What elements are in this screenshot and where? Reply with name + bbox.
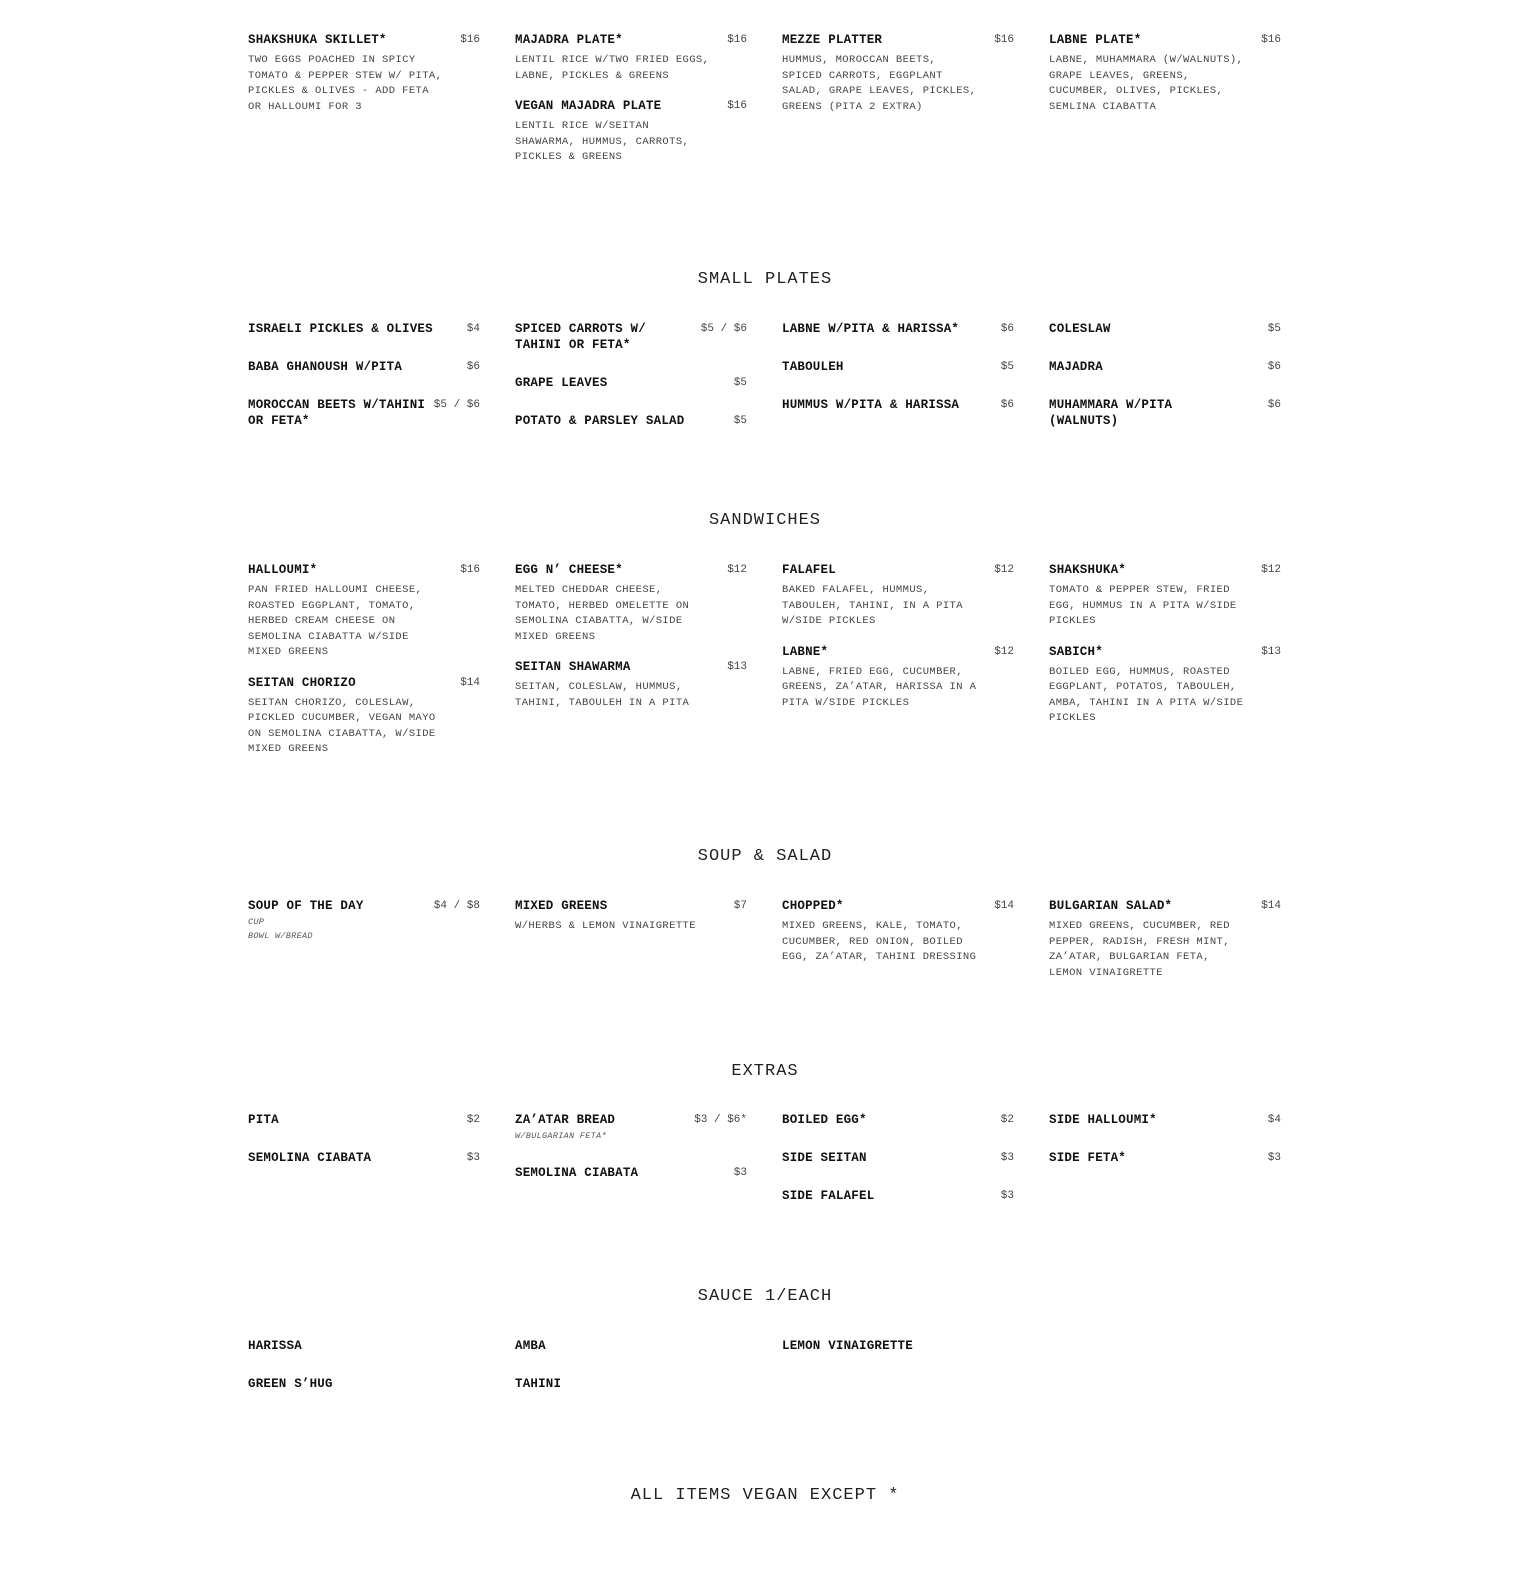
menu-item [782, 898, 1014, 966]
menu-item-price: $6 [1267, 361, 1281, 373]
menu-item-description: LABNE, FRIED EGG, CUCUMBER, GREENS, ZA’ATAR, HARISSA IN A PITA W/SIDE PICKLES [782, 665, 977, 709]
menu-item-header [248, 359, 480, 375]
menu-item-name: ISRAELI PICKLES & OLIVES [248, 322, 433, 336]
menu-item [515, 32, 747, 84]
section-title-sauce: SAUCE 1/EACH [697, 1287, 833, 1306]
menu-column [1049, 32, 1281, 180]
menu-item-description: PAN FRIED HALLOUMI CHEESE, ROASTED EGGPLANT, TOMATO, HERBED CREAM CHEESE ON SEMOLINA CIABATTA W/SIDE MIXED GREENS [248, 584, 423, 658]
menu-item-price: $5 / $6 [433, 399, 480, 411]
menu-column [515, 898, 747, 995]
menu-item [515, 1376, 747, 1392]
menu-item-name: SABICH* [1049, 644, 1103, 659]
menu-column [515, 1338, 747, 1414]
menu-item-header [248, 321, 480, 337]
menu-item-header [515, 375, 747, 391]
menu-item-name: SPICED CARROTS W/ TAHINI OR FETA* [515, 322, 646, 352]
menu-item [515, 1165, 747, 1181]
menu-item [515, 413, 747, 429]
menu-item-price: $12 [727, 564, 747, 576]
breakfast-grid [248, 32, 1282, 180]
menu-item-price: $3 [466, 1152, 480, 1164]
menu-item [248, 1376, 480, 1392]
section-title-extras: EXTRAS [731, 1062, 799, 1081]
menu-item-header [248, 1338, 480, 1354]
menu-item-description: SEITAN, COLESLAW, HUMMUS, TAHINI, TABOULEH IN A PITA [515, 681, 690, 709]
menu-column [1049, 562, 1281, 772]
menu-item-price: $12 [994, 564, 1014, 576]
sauce-grid [248, 1338, 1282, 1414]
menu-item-name: ZA’ATAR BREAD [515, 1113, 616, 1127]
menu-item-name: EGG N’ CHEESE* [515, 563, 623, 577]
menu-item-price: $5 [1000, 361, 1014, 373]
vegan-footnote: ALL ITEMS VEGAN EXCEPT * [630, 1486, 900, 1505]
menu-item [1049, 562, 1281, 630]
menu-item-description: LABNE, MUHAMMARA (W/WALNUTS), GRAPE LEAVES, GREENS, CUCUMBER, OLIVES, PICKLES, SEMLINA CIABATTA [1049, 54, 1244, 113]
menu-column [782, 1112, 1014, 1226]
menu-item-header [1049, 1150, 1281, 1166]
sandwiches-grid [248, 562, 1282, 772]
menu-item-price: $6 [466, 361, 480, 373]
menu-item-price: $5 [733, 377, 747, 389]
menu-item-price: $5 [1267, 323, 1281, 335]
menu-item [248, 32, 480, 115]
menu-item [782, 1112, 1014, 1128]
menu-item [248, 898, 480, 943]
extras-grid [248, 1112, 1282, 1226]
menu-column [248, 1112, 480, 1226]
menu-item [515, 1338, 747, 1354]
menu-item-price: $6 [1000, 323, 1014, 335]
menu-item-price: $12 [1261, 564, 1281, 576]
menu-item-header [515, 1112, 747, 1128]
menu-item-header [1049, 321, 1281, 337]
menu-item [1049, 1150, 1281, 1166]
menu-item-name: HARISSA [248, 1339, 302, 1353]
menu-item-name: MAJADRA PLATE* [515, 33, 623, 47]
menu-item-price: $2 [466, 1114, 480, 1126]
menu-item [782, 321, 1014, 337]
menu-item-name: SIDE HALLOUMI* [1049, 1113, 1157, 1127]
menu-item-header [248, 675, 480, 691]
menu-item-name: MUHAMMARA W/PITA (WALNUTS) [1049, 398, 1173, 428]
menu-column [782, 898, 1014, 995]
menu-item-header [515, 659, 747, 675]
menu-item [515, 321, 747, 353]
menu-item-name: AMBA [515, 1339, 546, 1353]
menu-item-name: SEITAN CHORIZO [248, 675, 356, 690]
menu-item-name: CHOPPED* [782, 899, 844, 913]
menu-item [248, 397, 480, 429]
menu-item [248, 1338, 480, 1354]
menu-item-price: $16 [994, 34, 1014, 46]
menu-item-header [515, 98, 747, 114]
menu-item-description: TOMATO & PEPPER STEW, FRIED EGG, HUMMUS IN A PITA W/SIDE PICKLES [1049, 584, 1237, 627]
menu-item [782, 1188, 1014, 1204]
menu-item-name: MEZZE PLATTER [782, 33, 883, 47]
menu-item-header [782, 1150, 1014, 1166]
menu-item-description: MIXED GREENS, KALE, TOMATO, CUCUMBER, RED ONION, BOILED EGG, ZA’ATAR, TAHINI DRESSING [782, 920, 977, 963]
small-plates-grid [248, 321, 1282, 451]
menu-column [782, 562, 1014, 772]
menu-item-header [782, 562, 1014, 578]
menu-item-name: SOUP OF THE DAY [248, 899, 364, 913]
menu-item [782, 359, 1014, 375]
menu-item-price: $13 [1261, 645, 1281, 658]
menu-item [1049, 397, 1281, 429]
menu-item-header [515, 1376, 747, 1392]
menu-item-header [782, 898, 1014, 914]
menu-item-description: SEITAN CHORIZO, COLESLAW, PICKLED CUCUMBER, VEGAN MAYO ON SEMOLINA CIABATTA, W/SIDE MIXED GREENS [248, 696, 436, 755]
menu-item [248, 1150, 480, 1166]
menu-item [782, 1338, 1014, 1354]
menu-item-price: $6 [1267, 399, 1281, 411]
menu-item-description: MIXED GREENS, CUCUMBER, RED PEPPER, RADISH, FRESH MINT, ZA’ATAR, BULGARIAN FETA, LEMON VINAIGRETTE [1049, 920, 1230, 979]
menu-item [782, 32, 1014, 115]
menu-item-header [1049, 359, 1281, 375]
menu-item-description: HUMMUS, MOROCCAN BEETS, SPICED CARROTS, EGGPLANT SALAD, GRAPE LEAVES, PICKLES, GREENS (PITA 2 EXTRA) [782, 54, 977, 113]
menu-item-price: $3 [1000, 1190, 1014, 1202]
menu-item-header [248, 898, 480, 914]
menu-item-header [782, 644, 1014, 660]
menu-item-price: $13 [727, 661, 747, 673]
menu-item [1049, 32, 1281, 115]
menu-item-header [1049, 644, 1281, 660]
menu-column [515, 562, 747, 772]
menu-item-name: MOROCCAN BEETS W/TAHINI OR FETA* [248, 398, 426, 428]
menu-item-name: LABNE PLATE* [1049, 33, 1142, 47]
menu-item-price: $14 [1261, 900, 1281, 912]
menu-item [1049, 1112, 1281, 1128]
menu-item-header [248, 1150, 480, 1166]
section-title-soup-salad: SOUP & SALAD [697, 847, 833, 866]
menu-item [782, 644, 1014, 712]
menu-column [248, 321, 480, 451]
menu-item-header [782, 1338, 1014, 1354]
menu-item-price: $16 [460, 34, 480, 46]
menu-item-price: $12 [994, 645, 1014, 658]
menu-column [248, 32, 480, 180]
menu-item-header [248, 1376, 480, 1392]
menu-item-header [515, 898, 747, 914]
menu-item-header [782, 321, 1014, 337]
menu-item [515, 98, 747, 166]
menu-item-name: COLESLAW [1049, 322, 1111, 336]
menu-item-price: $14 [994, 900, 1014, 912]
menu-item-price: $3 [1000, 1152, 1014, 1164]
menu-item-name: HUMMUS W/PITA & HARISSA [782, 398, 960, 412]
menu-item-name: VEGAN MAJADRA PLATE [515, 99, 662, 113]
section-title-small-plates: SMALL PLATES [697, 270, 833, 289]
menu-item [782, 397, 1014, 413]
menu-column [248, 562, 480, 772]
menu-item-name: SIDE FALAFEL [782, 1189, 875, 1203]
menu-item-price: $4 / $8 [433, 900, 480, 912]
menu-item-price: $3 [1267, 1152, 1281, 1164]
menu-item-name: TABOULEH [782, 360, 844, 374]
menu-item-header [515, 32, 747, 48]
menu-item-header [782, 32, 1014, 48]
menu-item-price: $14 [460, 676, 480, 689]
menu-item-price: $2 [1000, 1114, 1014, 1126]
menu-item-header [1049, 397, 1281, 429]
menu-item-name: HALLOUMI* [248, 563, 318, 577]
menu-item-name: GREEN S’HUG [248, 1377, 333, 1391]
menu-column [1049, 1112, 1281, 1226]
menu-item-name: BULGARIAN SALAD* [1049, 899, 1173, 913]
menu-column [782, 321, 1014, 451]
menu-item [248, 359, 480, 375]
menu-item [515, 375, 747, 391]
menu-column [1049, 321, 1281, 451]
menu-item-name: SEITAN SHAWARMA [515, 660, 631, 674]
menu-item [248, 675, 480, 758]
menu-item-price: $16 [1261, 34, 1281, 46]
menu-item-header [782, 1112, 1014, 1128]
menu-item [1049, 321, 1281, 337]
menu-item [515, 659, 747, 711]
menu-item-name: SEMOLINA CIABATA [248, 1151, 372, 1165]
menu-item-name: PITA [248, 1113, 279, 1127]
menu-item-header [248, 562, 480, 578]
menu-item-header [1049, 1112, 1281, 1128]
menu-item-header [1049, 562, 1281, 578]
menu-item-header [515, 1338, 747, 1354]
menu-item-name: LEMON VINAIGRETTE [782, 1339, 913, 1353]
menu-item [1049, 644, 1281, 727]
menu-item-header [515, 562, 747, 578]
menu-item-name: FALAFEL [782, 563, 836, 577]
menu-item-header [1049, 898, 1281, 914]
menu-item-note: CUP [248, 917, 265, 927]
menu-item-name: TAHINI [515, 1377, 562, 1391]
menu-item-price: $16 [727, 100, 747, 112]
menu-item-price: $3 / $6* [694, 1114, 747, 1126]
menu-item-header [515, 413, 747, 429]
menu-item-name: LABNE* [782, 644, 829, 659]
menu-item-name: SHAKSHUKA* [1049, 563, 1127, 577]
menu-item-description: LENTIL RICE W/SEITAN SHAWARMA, HUMMUS, CARROTS, PICKLES & GREENS [515, 120, 690, 163]
menu-item-header [782, 397, 1014, 413]
menu-item-name: GRAPE LEAVES [515, 376, 608, 390]
menu-item-name: MIXED GREENS [515, 899, 608, 913]
menu-item-price: $6 [1000, 399, 1014, 411]
menu-column [782, 1338, 1014, 1414]
menu-item-price: $5 / $6 [700, 323, 747, 335]
menu-item-header [515, 321, 747, 353]
menu-item-note: W/BULGARIAN FETA* [515, 1131, 607, 1141]
menu-item-price: $16 [727, 34, 747, 46]
menu-item-description: LENTIL RICE W/TWO FRIED EGGS, LABNE, PICKLES & GREENS [515, 54, 710, 82]
menu-item-name: BABA GHANOUSH W/PITA [248, 360, 403, 374]
menu-item-description: MELTED CHEDDAR CHEESE, TOMATO, HERBED OMELETTE ON SEMOLINA CIABATTA, W/SIDE MIXED GREENS [515, 584, 690, 643]
menu-column [248, 898, 480, 995]
menu-item-price: $16 [460, 564, 480, 576]
menu-item [1049, 359, 1281, 375]
menu-item-header [248, 32, 480, 48]
menu-item [782, 1150, 1014, 1166]
menu-item-description: W/HERBS & LEMON VINAIGRETTE [515, 920, 696, 932]
menu-item-header [782, 359, 1014, 375]
menu-item-name: POTATO & PARSLEY SALAD [515, 414, 685, 428]
menu-item-name: MAJADRA [1049, 360, 1103, 374]
menu-item-description: BOILED EGG, HUMMUS, ROASTED EGGPLANT, POTATOS, TABOULEH, AMBA, TAHINI IN A PITA W/SIDE PICKLES [1049, 665, 1244, 724]
menu-item-name: SIDE FETA* [1049, 1151, 1127, 1165]
soup-salad-grid [248, 898, 1282, 995]
menu-item-name: LABNE W/PITA & HARISSA* [782, 322, 960, 336]
menu-item-note: BOWL W/BREAD [248, 931, 313, 941]
menu-item-description: BAKED FALAFEL, HUMMUS, TABOULEH, TAHINI, IN A PITA W/SIDE PICKLES [782, 584, 963, 627]
menu-item [248, 1112, 480, 1128]
menu-item-header [782, 1188, 1014, 1204]
menu-item [515, 898, 747, 935]
menu-item [515, 562, 747, 645]
menu-item [515, 1112, 747, 1143]
menu-item-header [248, 1112, 480, 1128]
menu-item-header [515, 1165, 747, 1181]
menu-column [782, 32, 1014, 180]
menu-item [248, 562, 480, 661]
menu-item-price: $5 [733, 415, 747, 427]
menu-item-description: TWO EGGS POACHED IN SPICY TOMATO & PEPPER STEW W/ PITA, PICKLES & OLIVES - ADD FETA OR HALLOUMI FOR 3 [248, 54, 443, 113]
section-title-sandwiches: SANDWICHES [708, 511, 822, 530]
menu-item-name: SIDE SEITAN [782, 1151, 867, 1165]
menu-item [782, 562, 1014, 630]
menu-item-name: SEMOLINA CIABATA [515, 1166, 639, 1180]
menu-item-header [1049, 32, 1281, 48]
menu-column [515, 1112, 747, 1226]
menu-column [248, 1338, 480, 1414]
menu-item-name: SHAKSHUKA SKILLET* [248, 33, 387, 47]
menu-item-name: BOILED EGG* [782, 1113, 867, 1127]
menu-column [1049, 898, 1281, 995]
menu-item-price: $7 [733, 900, 747, 912]
menu-column [1049, 1338, 1281, 1414]
menu-item-header [248, 397, 480, 429]
menu-item-price: $4 [466, 323, 480, 335]
menu-column [515, 32, 747, 180]
menu-item [248, 321, 480, 337]
menu-item-price: $3 [733, 1167, 747, 1179]
menu-column [515, 321, 747, 451]
menu-item-price: $4 [1267, 1114, 1281, 1126]
menu-item [1049, 898, 1281, 981]
